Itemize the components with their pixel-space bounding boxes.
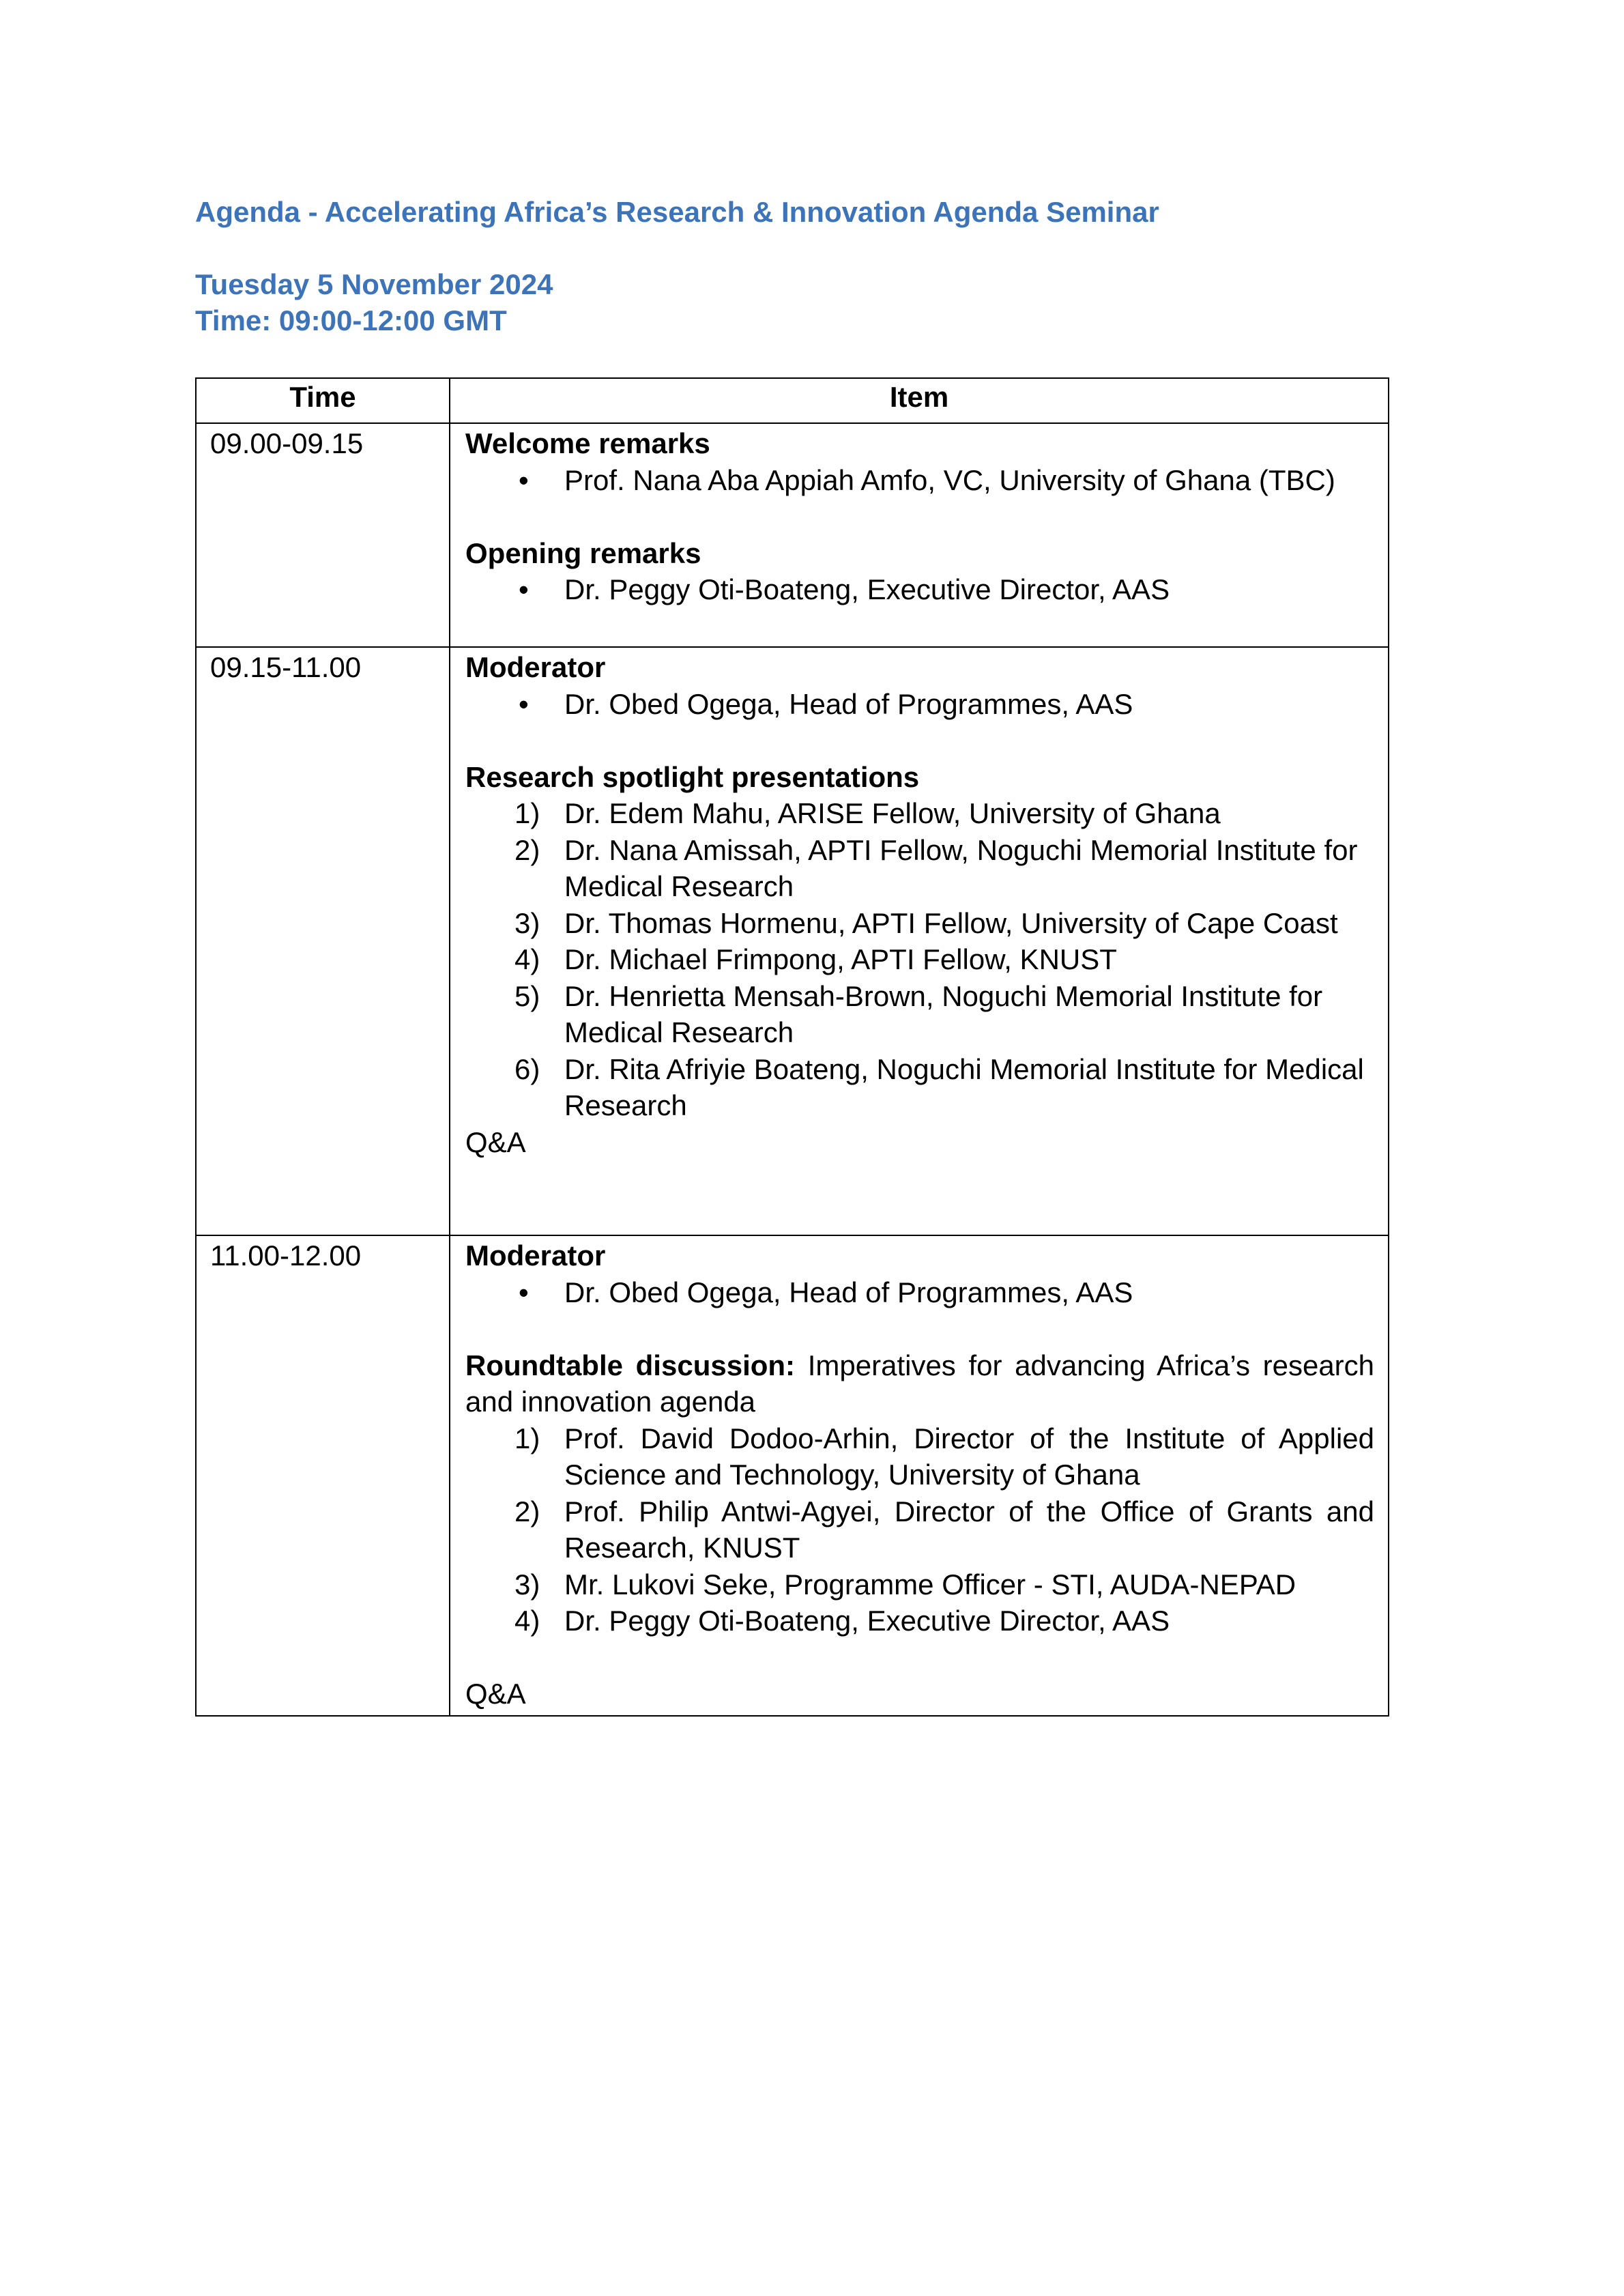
- spacer: [465, 1310, 1374, 1347]
- list-number: 3): [514, 906, 540, 939]
- list-item-text: Dr. Nana Amissah, APTI Fellow, Noguchi Memorial Institute for Medical Research: [564, 833, 1358, 902]
- list-item: [465, 795, 1374, 832]
- list-number: 4): [514, 943, 540, 975]
- list-item: [465, 1493, 1374, 1566]
- list-item: • Prof. Nana Aba Appiah Amfo, VC, University of Ghana (TBC): [465, 462, 1374, 499]
- list-item-text: Dr. Edem Mahu, ARISE Fellow, University of Ghana: [564, 797, 1221, 829]
- qa-label: Q&A: [465, 1125, 526, 1158]
- list-number: 4): [514, 1605, 540, 1637]
- table-row: [196, 647, 1389, 1235]
- list-number: 6): [514, 1052, 540, 1085]
- list-item: [465, 1420, 1374, 1493]
- bullet-list: [465, 462, 1374, 499]
- list-item: • Dr. Obed Ogega, Head of Programmes, AAS: [465, 1274, 1374, 1311]
- list-number: 2): [514, 833, 540, 866]
- list-item-text: Dr. Michael Frimpong, APTI Fellow, KNUST: [564, 943, 1117, 975]
- list-item-text: Dr. Peggy Oti-Boateng, Executive Director, AAS: [564, 1605, 1170, 1637]
- event-date: Tuesday 5 November 2024: [195, 268, 553, 300]
- spacer: [465, 498, 1374, 535]
- agenda-table: [195, 377, 1389, 1717]
- roundtable-description: Imperatives for advancing Africa’s research and innovation agenda: [465, 1349, 1375, 1418]
- item-cell: [450, 423, 1389, 647]
- section-title-spotlight: Research spotlight presentations: [465, 760, 920, 793]
- list-item: [465, 905, 1374, 942]
- list-item: [465, 978, 1374, 1051]
- list-item-text: Dr. Henrietta Mensah-Brown, Noguchi Memorial Institute for Medical Research: [564, 979, 1323, 1048]
- table-header-row: [196, 378, 1389, 423]
- section-title-roundtable: Roundtable discussion:: [465, 1349, 796, 1381]
- table-row: [196, 423, 1389, 647]
- list-number: 1): [514, 797, 540, 829]
- event-time: Time: 09:00-12:00 GMT: [195, 304, 507, 336]
- section-title-moderator: Moderator: [465, 1239, 606, 1272]
- list-number: 3): [514, 1568, 540, 1601]
- list-item-text: Dr. Thomas Hormenu, APTI Fellow, University of Cape Coast: [564, 906, 1338, 939]
- document-title: Agenda - Accelerating Africa’s Research & Innovation Agenda Seminar: [195, 196, 1159, 228]
- list-number: 2): [514, 1495, 540, 1527]
- column-header-time: Time: [196, 378, 450, 423]
- numbered-list: [465, 1420, 1374, 1639]
- item-cell: [450, 647, 1389, 1235]
- list-item: [465, 941, 1374, 978]
- section-title-opening: Opening remarks: [465, 536, 701, 569]
- list-item-text: Mr. Lukovi Seke, Programme Officer - STI, AUDA-NEPAD: [564, 1568, 1296, 1601]
- bullet-list: [465, 1274, 1374, 1311]
- bullet-list: [465, 571, 1374, 608]
- list-item: [465, 832, 1374, 905]
- time-cell: 09.00-09.15: [196, 423, 450, 647]
- section-title-welcome: Welcome remarks: [465, 427, 710, 459]
- spacer: [465, 722, 1374, 759]
- item-cell: [450, 1235, 1389, 1716]
- list-item-text: Prof. David Dodoo-Arhin, Director of the Institute of Applied Science and Technology, University of Ghana: [564, 1422, 1374, 1491]
- list-item: [465, 1051, 1374, 1124]
- list-item: • Dr. Peggy Oti-Boateng, Executive Director, AAS: [465, 571, 1374, 608]
- list-item: [465, 1603, 1374, 1639]
- qa-label: Q&A: [465, 1678, 526, 1710]
- time-cell: 09.15-11.00: [196, 647, 450, 1235]
- spacer: [465, 1639, 1374, 1676]
- list-item-text: Dr. Rita Afriyie Boateng, Noguchi Memorial Institute for Medical Research: [564, 1052, 1364, 1121]
- list-item-text: Prof. Philip Antwi-Agyei, Director of the Office of Grants and Research, KNUST: [564, 1495, 1374, 1564]
- time-cell: 11.00-12.00: [196, 1235, 450, 1716]
- list-number: 1): [514, 1422, 540, 1454]
- list-item: [465, 1566, 1374, 1603]
- table-row: [196, 1235, 1389, 1716]
- bullet-list: [465, 686, 1374, 723]
- section-title-moderator: Moderator: [465, 651, 606, 683]
- list-number: 5): [514, 979, 540, 1012]
- roundtable-paragraph: [465, 1347, 1374, 1420]
- column-header-item: Item: [450, 378, 1389, 423]
- numbered-list: [465, 795, 1374, 1124]
- list-item: • Dr. Obed Ogega, Head of Programmes, AAS: [465, 686, 1374, 723]
